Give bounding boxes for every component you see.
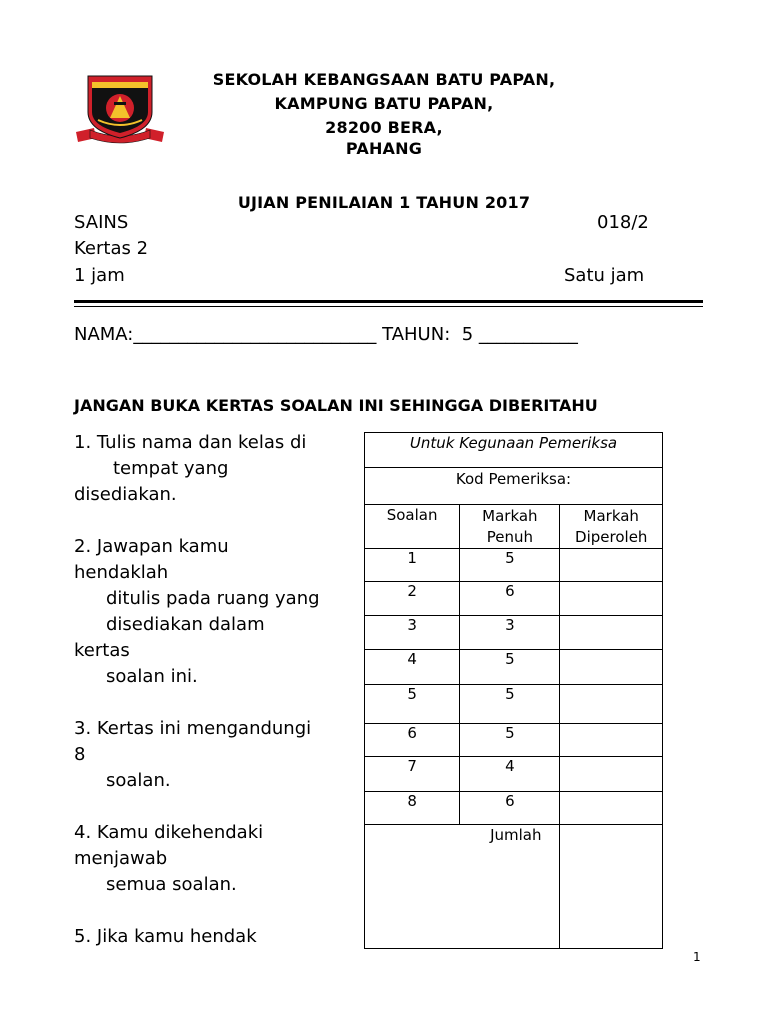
instructions-list bbox=[74, 430, 359, 976]
marks-obtained-cell[interactable] bbox=[560, 616, 663, 650]
instruction-5: 5. Jika kamu hendak bbox=[74, 926, 257, 947]
header-question: Soalan bbox=[365, 505, 460, 549]
page-number: 1 bbox=[693, 950, 701, 964]
instruction-2: 2. Jawapan kamu hendaklah ditulis pada ruang yang disediakan dalam kertas soalan ini. bbox=[74, 536, 320, 687]
table-row: 2 6 bbox=[365, 582, 663, 616]
school-name: SEKOLAH KEBANGSAAN BATU PAPAN, bbox=[212, 70, 556, 89]
instruction-3: 3. Kertas ini mengandungi 8 soalan. bbox=[74, 718, 312, 791]
marks-obtained-cell[interactable] bbox=[560, 685, 663, 724]
duration-words: Satu jam bbox=[564, 265, 645, 286]
school-state-line: PAHANG bbox=[345, 139, 423, 158]
marks-obtained-cell[interactable] bbox=[560, 724, 663, 757]
total-marks-cell[interactable] bbox=[560, 825, 663, 949]
examiner-marks-table bbox=[364, 432, 663, 949]
marks-obtained-cell[interactable] bbox=[560, 650, 663, 685]
table-title: Untuk Kegunaan Pemeriksa bbox=[365, 433, 663, 468]
year-label: TAHUN: bbox=[382, 324, 451, 345]
duration-label: 1 jam bbox=[74, 265, 125, 286]
examiner-code-cell: Kod Pemeriksa: bbox=[365, 468, 663, 505]
warning-text: JANGAN BUKA KERTAS SOALAN INI SEHINGGA DIBERITAHU bbox=[74, 396, 598, 415]
subject-label: SAINS bbox=[74, 212, 129, 233]
school-postcode-line: 28200 BERA, bbox=[325, 118, 443, 137]
table-row: 8 6 bbox=[365, 792, 663, 825]
year-value: 5 bbox=[461, 324, 474, 345]
total-label: Jumlah bbox=[365, 825, 560, 949]
table-row: 7 4 bbox=[365, 757, 663, 792]
paper-label: Kertas 2 bbox=[74, 238, 149, 259]
table-row: 6 5 bbox=[365, 724, 663, 757]
table-row: 1 5 bbox=[365, 549, 663, 582]
paper-code: 018/2 bbox=[597, 212, 649, 233]
header-marks-obtained: Markah Diperoleh bbox=[560, 505, 663, 549]
header-divider-thick bbox=[74, 300, 703, 303]
header-divider-thin bbox=[74, 306, 703, 307]
marks-obtained-cell[interactable] bbox=[560, 582, 663, 616]
header-full-marks: Markah Penuh bbox=[460, 505, 560, 549]
year-blank[interactable]: ___________ bbox=[478, 324, 578, 345]
instruction-1: 1. Tulis nama dan kelas di tempat yang disediakan. bbox=[74, 432, 307, 505]
name-field[interactable] bbox=[74, 324, 578, 345]
school-address-line: KAMPUNG BATU PAPAN, bbox=[274, 94, 494, 113]
exam-title: UJIAN PENILAIAN 1 TAHUN 2017 bbox=[237, 193, 531, 212]
name-label: NAMA: bbox=[74, 324, 134, 345]
table-row: 5 5 bbox=[365, 685, 663, 724]
table-row: 4 5 bbox=[365, 650, 663, 685]
instruction-4: 4. Kamu dikehendaki menjawab semua soalan. bbox=[74, 822, 264, 895]
marks-obtained-cell[interactable] bbox=[560, 549, 663, 582]
name-blank[interactable]: ___________________________ bbox=[133, 324, 377, 345]
marks-obtained-cell[interactable] bbox=[560, 757, 663, 792]
table-row: 3 3 bbox=[365, 616, 663, 650]
marks-obtained-cell[interactable] bbox=[560, 792, 663, 825]
